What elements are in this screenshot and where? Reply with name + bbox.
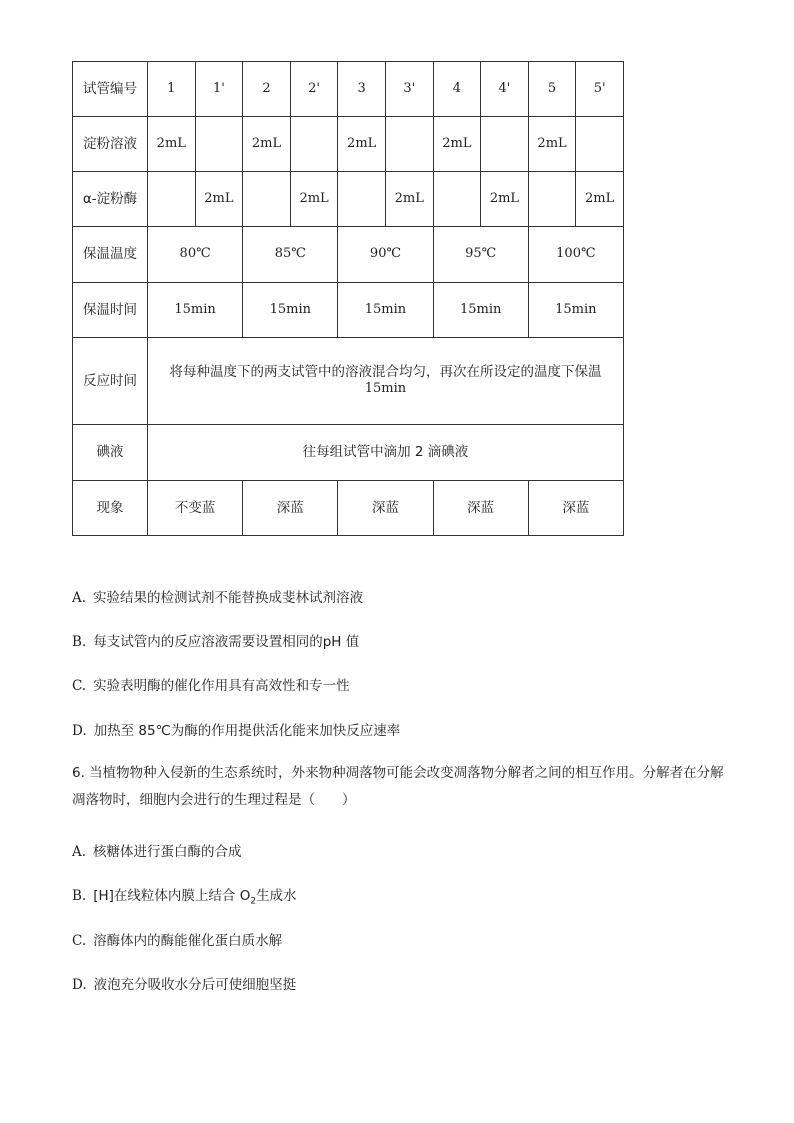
option-key: C. bbox=[72, 933, 87, 949]
row-tube-number bbox=[73, 62, 624, 117]
q5-option-c bbox=[72, 676, 350, 696]
row-phenomenon bbox=[73, 481, 624, 536]
row-iodine bbox=[73, 425, 624, 481]
tube-number-cell: 4' bbox=[481, 62, 529, 117]
volume-cell bbox=[195, 117, 243, 172]
volume-cell bbox=[148, 172, 196, 227]
option-key: A. bbox=[72, 844, 87, 860]
q6-stem: 6. 当植物物种入侵新的生态系统时，外来物种凋落物可能会改变凋落物分解者之间的相互作用。分解者在分解凋落物时，细胞内会进行的生理过程是（ ） bbox=[72, 765, 724, 808]
phenomenon-cell: 深蓝 bbox=[338, 481, 433, 536]
q5-option-b bbox=[72, 632, 359, 652]
tube-number-cell: 3' bbox=[385, 62, 433, 117]
row-starch-solution bbox=[73, 117, 624, 172]
row-label: 碘液 bbox=[73, 425, 148, 481]
tube-number-cell: 1' bbox=[195, 62, 243, 117]
volume-cell: 2mL bbox=[148, 117, 196, 172]
volume-cell bbox=[433, 172, 481, 227]
row-label: 保温温度 bbox=[73, 227, 148, 283]
volume-cell: 2mL bbox=[481, 172, 529, 227]
option-text-before: [H]在线粒体内膜上结合 O bbox=[93, 888, 251, 904]
row-reaction-time bbox=[73, 338, 624, 425]
reaction-text-line1: 将每种温度下的两支试管中的溶液混合均匀，再次在所设定的温度下保温 bbox=[169, 364, 602, 381]
q5-option-d bbox=[72, 721, 400, 741]
reaction-text-line2: 15min bbox=[364, 381, 407, 397]
option-text: 核糖体进行蛋白酶的合成 bbox=[93, 844, 242, 860]
phenomenon-cell: 不变蓝 bbox=[148, 481, 243, 536]
option-key: A. bbox=[72, 590, 87, 606]
volume-cell: 2mL bbox=[243, 117, 291, 172]
tube-number-cell: 3 bbox=[338, 62, 386, 117]
option-key: B. bbox=[72, 634, 87, 650]
option-text: 液泡充分吸收水分后可使细胞坚挺 bbox=[93, 977, 297, 993]
tube-number-cell: 5' bbox=[576, 62, 624, 117]
reaction-time-cell bbox=[148, 338, 624, 425]
tube-number-cell: 5 bbox=[528, 62, 576, 117]
volume-cell: 2mL bbox=[290, 172, 338, 227]
time-cell: 15min bbox=[243, 283, 338, 338]
q5-option-a bbox=[72, 588, 363, 608]
row-label: 保温时间 bbox=[73, 283, 148, 338]
volume-cell: 2mL bbox=[385, 172, 433, 227]
temperature-cell: 90℃ bbox=[338, 227, 433, 283]
volume-cell bbox=[385, 117, 433, 172]
volume-cell: 2mL bbox=[338, 117, 386, 172]
volume-cell bbox=[290, 117, 338, 172]
row-label: 试管编号 bbox=[73, 62, 148, 117]
temperature-cell: 95℃ bbox=[433, 227, 528, 283]
volume-cell bbox=[576, 117, 624, 172]
time-cell: 15min bbox=[338, 283, 433, 338]
iodine-cell: 往每组试管中滴加 2 滴碘液 bbox=[148, 425, 624, 481]
option-text-after: 生成水 bbox=[256, 888, 297, 904]
phenomenon-cell: 深蓝 bbox=[433, 481, 528, 536]
volume-cell bbox=[243, 172, 291, 227]
option-key: C. bbox=[72, 678, 87, 694]
volume-cell: 2mL bbox=[576, 172, 624, 227]
experiment-table bbox=[72, 61, 624, 536]
row-incubation-temperature bbox=[73, 227, 624, 283]
row-label: α-淀粉酶 bbox=[73, 172, 148, 227]
option-text: 每支试管内的反应溶液需要设置相同的pH 值 bbox=[93, 634, 360, 650]
option-text: 加热至 85℃为酶的作用提供活化能来加快反应速率 bbox=[93, 723, 401, 739]
volume-cell: 2mL bbox=[528, 117, 576, 172]
temperature-cell: 85℃ bbox=[243, 227, 338, 283]
phenomenon-cell: 深蓝 bbox=[528, 481, 623, 536]
row-incubation-time bbox=[73, 283, 624, 338]
q6-option-a bbox=[72, 842, 242, 862]
option-key: D. bbox=[72, 977, 87, 993]
row-amylase bbox=[73, 172, 624, 227]
time-cell: 15min bbox=[528, 283, 623, 338]
time-cell: 15min bbox=[433, 283, 528, 338]
q6-option-b bbox=[72, 886, 297, 912]
tube-number-cell: 4 bbox=[433, 62, 481, 117]
volume-cell: 2mL bbox=[195, 172, 243, 227]
temperature-cell: 80℃ bbox=[148, 227, 243, 283]
row-label: 淀粉溶液 bbox=[73, 117, 148, 172]
volume-cell bbox=[481, 117, 529, 172]
q6-option-d bbox=[72, 975, 296, 995]
tube-number-cell: 2 bbox=[243, 62, 291, 117]
time-cell: 15min bbox=[148, 283, 243, 338]
option-text: 溶酶体内的酶能催化蛋白质水解 bbox=[93, 933, 283, 949]
tube-number-cell: 1 bbox=[148, 62, 196, 117]
temperature-cell: 100℃ bbox=[528, 227, 623, 283]
tube-number-cell: 2' bbox=[290, 62, 338, 117]
q6-option-c bbox=[72, 931, 282, 951]
option-text: 实验表明酶的催化作用具有高效性和专一性 bbox=[93, 678, 350, 694]
option-key: B. bbox=[72, 888, 87, 904]
volume-cell bbox=[338, 172, 386, 227]
option-key: D. bbox=[72, 723, 87, 739]
row-label: 反应时间 bbox=[73, 338, 148, 425]
volume-cell: 2mL bbox=[433, 117, 481, 172]
volume-cell bbox=[528, 172, 576, 227]
phenomenon-cell: 深蓝 bbox=[243, 481, 338, 536]
option-text: 实验结果的检测试剂不能替换成斐林试剂溶液 bbox=[93, 590, 364, 606]
subscript-2: 2 bbox=[250, 896, 257, 907]
row-label: 现象 bbox=[73, 481, 148, 536]
